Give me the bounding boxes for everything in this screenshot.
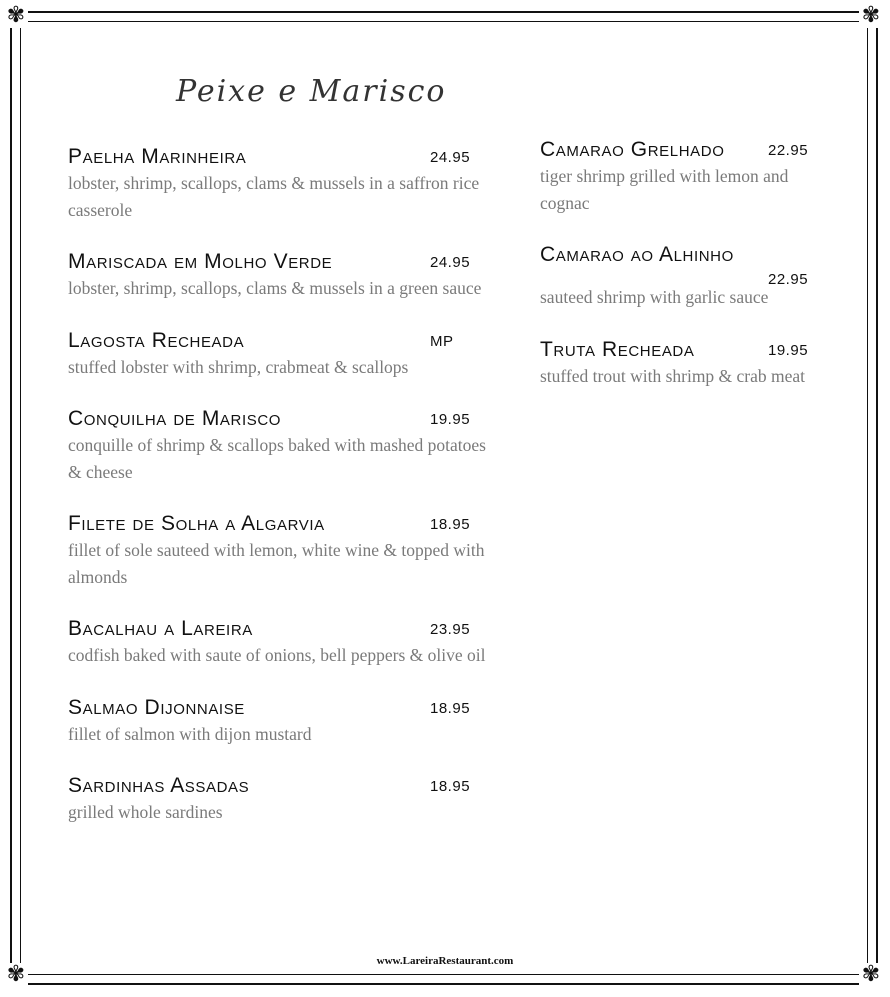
menu-item-name: Mariscada em Molho Verde [68, 250, 333, 273]
menu-item-price: 18.95 [430, 699, 471, 717]
menu-item-name: Salmao Dijonnaise [68, 695, 245, 719]
menu-item-description: stuffed lobster with shrimp, crabmeat & scallops [68, 356, 409, 377]
menu-item-name: Truta Recheada [540, 337, 695, 361]
menu-item [540, 243, 825, 311]
menu-item-description: lobster, shrimp, scallops, clams & mussels in a green sauce [68, 278, 482, 298]
section-title: Peixe e Marisco [176, 74, 447, 109]
corner-ornament-icon: ✾ [4, 963, 28, 987]
menu-item-price: MP [430, 332, 454, 350]
menu-item-price: 22.95 [768, 271, 809, 288]
menu-item-name: Paelha Marinheira [68, 145, 247, 168]
menu-item-name: Sardinhas Assadas [68, 774, 250, 797]
menu-item [68, 617, 493, 669]
menu-column-left [68, 145, 493, 826]
menu-item-name: Camarao ao Alhinho [540, 243, 734, 266]
menu-item-description: tiger shrimp grilled with lemon and cognac [540, 166, 789, 213]
menu-item-price: 19.95 [768, 341, 809, 359]
menu-item [68, 329, 493, 381]
corner-ornament-icon: ✾ [4, 4, 28, 28]
menu-item-price: 23.95 [430, 621, 471, 638]
menu-item-name: Filete de Solha a Algarvia [68, 512, 325, 535]
footer-website-url: www.LareiraRestaurant.com [376, 955, 514, 967]
menu-item-name: Lagosta Recheada [68, 328, 245, 352]
menu-item-description: fillet of salmon with dijon mustard [68, 723, 312, 744]
menu-item-description: grilled whole sardines [68, 802, 223, 822]
menu-item [68, 407, 493, 485]
menu-item [68, 145, 493, 223]
menu-item-description: fillet of sole sauteed with lemon, white wine & topped with almonds [68, 540, 485, 587]
menu-item-name: Camarao Grelhado [540, 138, 725, 161]
menu-item [540, 338, 825, 390]
menu-item-description: stuffed trout with shrimp & crab meat [540, 365, 806, 386]
menu-item [68, 696, 493, 748]
menu-item [68, 512, 493, 590]
menu-item-description: sauteed shrimp with garlic sauce [540, 287, 769, 307]
corner-ornament-icon: ✾ [859, 4, 883, 28]
menu-item-name: Conquilha de Marisco [68, 407, 282, 430]
menu-item-price: 18.95 [430, 516, 471, 533]
corner-ornament-icon: ✾ [859, 963, 883, 987]
menu-item-price: 19.95 [430, 411, 471, 428]
menu-item-name: Bacalhau a Lareira [68, 617, 253, 640]
menu-item-description: codfish baked with saute of onions, bell peppers & olive oil [68, 645, 486, 665]
menu-item [68, 774, 493, 826]
menu-item-price: 22.95 [768, 142, 809, 159]
menu-item-price: 24.95 [430, 149, 471, 166]
menu-item [68, 250, 493, 302]
menu-item-description: conquille of shrimp & scallops baked with mashed potatoes & cheese [68, 435, 486, 482]
menu-item-description: lobster, shrimp, scallops, clams & mussels in a saffron rice casserole [68, 173, 480, 220]
menu-item-price: 24.95 [430, 254, 471, 271]
menu-item-price: 18.95 [430, 778, 471, 795]
menu-item [540, 138, 825, 216]
menu-column-right [540, 138, 825, 389]
